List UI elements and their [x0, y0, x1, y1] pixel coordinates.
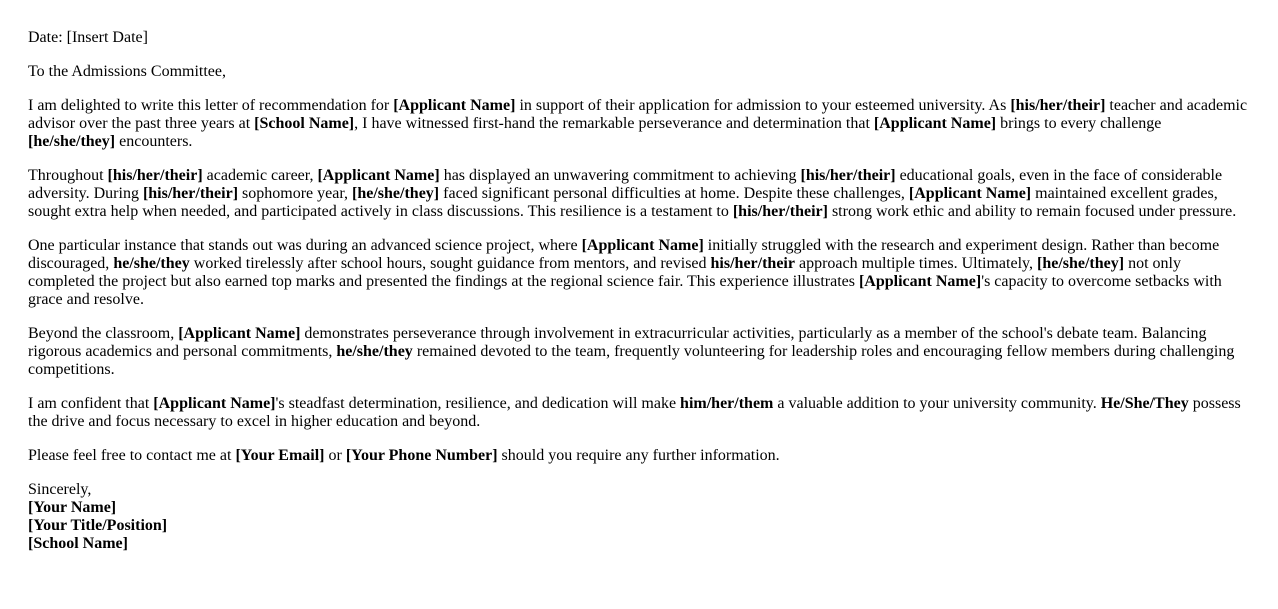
date-line: Date: [Insert Date]: [28, 29, 148, 46]
academic-career-paragraph: Throughout [his/her/their] academic career, [Applicant Name] has displayed an unwavering commitment to achieving [his/her/their] educational goals, even in the face of considerable adversity. During [his/her/their] sophomore year, [he/she/they] faced significant personal difficulties at home. Despite these challenges, [Applicant Name] maintained excellent grades, sought extra help when needed, and participated actively in class discussions. This resilience is a testament to [his/her/their] strong work ethic and ability to remain focused under pressure.: [28, 167, 1237, 220]
signature-block: Sincerely, [Your Name] [Your Title/Position] [School Name]: [28, 481, 168, 552]
salutation: To the Admissions Committee,: [28, 63, 226, 80]
intro-paragraph: I am delighted to write this letter of recommendation for [Applicant Name] in support of their application for admission to your esteemed university. As [his/her/their] teacher and academic advisor over the past three years at [School Name], I have witnessed first-hand the remarkable perseverance and determination that [Applicant Name] brings to every challenge [he/she/they] encounters.: [28, 97, 1248, 150]
science-project-paragraph: One particular instance that stands out was during an advanced science project, where [Applicant Name] initially struggled with the research and experiment design. Rather than become discouraged, he/she/they worked tirelessly after school hours, sought guidance from mentors, and revised his/her/their approach multiple times. Ultimately, [he/she/they] not only completed the project but also earned top marks and presented the findings at the regional science fair. This experience illustrates [Applicant Name]'s capacity to overcome setbacks with grace and resolve.: [28, 237, 1222, 308]
confidence-paragraph: I am confident that [Applicant Name]'s steadfast determination, resilience, and dedication will make him/her/them a valuable addition to your university community. He/She/They possess the drive and focus necessary to excel in higher education and beyond.: [28, 395, 1241, 430]
contact-paragraph: Please feel free to contact me at [Your Email] or [Your Phone Number] should you require any further information.: [28, 447, 780, 464]
extracurricular-paragraph: Beyond the classroom, [Applicant Name] demonstrates perseverance through involvement in extracurricular activities, particularly as a member of the school's debate team. Balancing rigorous academics and personal commitments, he/she/they remained devoted to the team, frequently volunteering for leadership roles and encouraging fellow members during challenging competitions.: [28, 325, 1235, 378]
